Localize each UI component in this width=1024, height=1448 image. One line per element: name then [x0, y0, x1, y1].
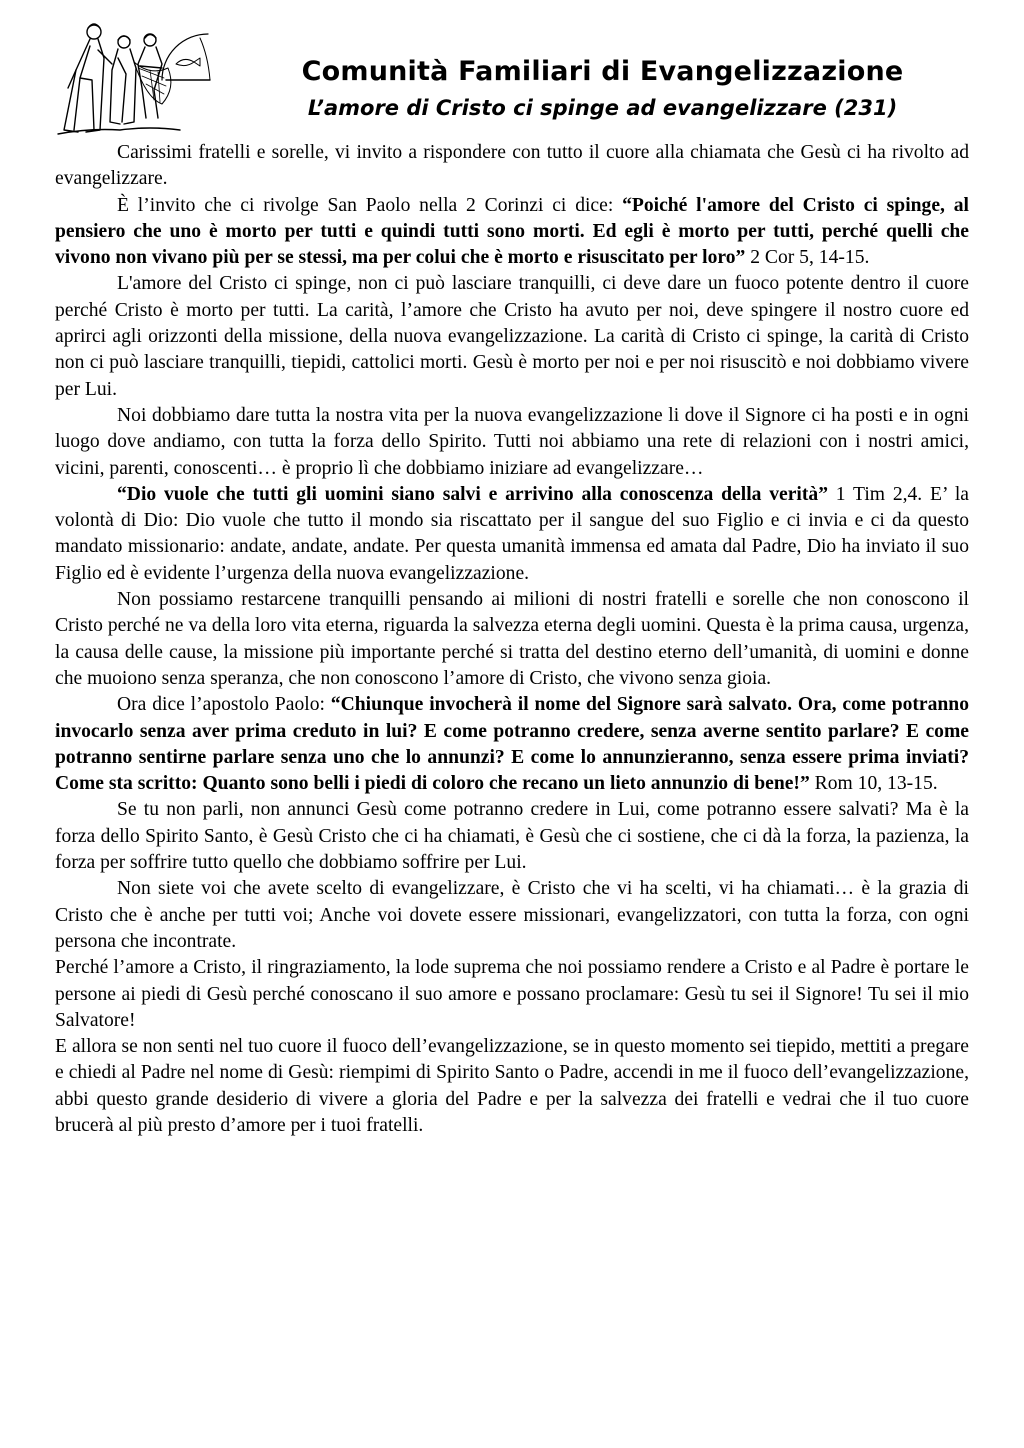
text-run: 1 Tim 2,4. E’ la volontà di Dio: Dio vuole che tutto il mondo sia riscattato per il sangue del suo Figlio e ci invia e ci da questo mandato missionario: andate, andate, andate. Per questa umanità immensa ed amata dal Padre, Dio ha inviato il suo Figlio ed è evidente l’urgenza della nuova evangelizzazione.	[55, 483, 969, 584]
quotation-bold: “Poiché l'amore del Cristo ci spinge, al pensiero che uno è morto per tutti e quindi tutti sono morti. Ed egli è morto per tutti, perché quelli che vivono non vivano più per se stessi, ma per colui che è morto e risuscitato per loro”	[55, 194, 969, 269]
paragraph	[55, 1034, 969, 1139]
fishermen-illustration	[50, 18, 222, 148]
text-run: Noi dobbiamo dare tutta la nostra vita per la nuova evangelizzazione li dove il Signore ci ha posti e in ogni luogo dove andiamo, con tutta la forza dello Spirito. Tutti noi abbiamo una rete di relazioni con i nostri amici, vicini, parenti, conoscenti… è proprio lì che dobbiamo iniziare ad evangelizzare…	[55, 404, 969, 479]
text-run: Non siete voi che avete scelto di evangelizzare, è Cristo che vi ha scelti, vi ha chiamati… è la grazia di Cristo che è anche per tutti voi; Anche voi dovete essere missionari, evangelizzatori, con tutta la forza, con ogni persona che incontrate.	[55, 878, 969, 952]
paragraph	[55, 955, 969, 1034]
paragraph	[55, 587, 969, 692]
text-run: E allora se non senti nel tuo cuore il fuoco dell’evangelizzazione, se in questo momento sei tiepido, mettiti a pregare e chiedi al Padre nel nome di Gesù: riempimi di Spirito Santo o Padre, accendi in me il fuoco dell’evangelizzazione, abbi questo grande desiderio di vivere a gloria del Padre e per la salvezza dei fratelli e vedrai che il tuo cuore brucerà al più presto d’amore per i tuoi fratelli.	[55, 1036, 969, 1136]
paragraph	[55, 482, 969, 587]
quotation-bold: “Dio vuole che tutti gli uomini siano salvi e arrivino alla conoscenza della verità”	[117, 483, 828, 505]
paragraph	[55, 271, 969, 402]
text-run: Non possiamo restarcene tranquilli pensando ai milioni di nostri fratelli e sorelle che non conoscono il Cristo perché ne va della loro vita eterna, riguarda la salvezza eterna degli uomini. Questa è la prima causa, urgenza, la causa delle cause, la missione più importante perché si tratta del destino eterno dell’umanità, di uomini e donne che muoiono senza speranza, che non conoscono l’amore di Cristo, che vivono senza gioia.	[55, 589, 969, 689]
text-run: L'amore del Cristo ci spinge, non ci può lasciare tranquilli, ci deve dare un fuoco potente dentro il cuore perché Cristo è morto per tutti. La carità, l’amore che Cristo ha avuto per noi, deve spingere il nostro cuore ed aprirci agli orizzonti della missione, della nuova evangelizzazione. La carità di Cristo ci spinge, la carità di Cristo non ci può lasciare tranquilli, tiepidi, cattolici morti. Gesù è morto per noi e per noi risuscitò e noi dobbiamo vivere per Lui.	[55, 273, 969, 400]
document-body	[55, 140, 969, 1139]
text-run: Se tu non parli, non annunci Gesù come potranno credere in Lui, come potranno essere salvati? Ma è la forza dello Spirito Santo, è Gesù Cristo che ci ha chiamati, è Gesù che ci sostiene, che ci dà la forza, la pazienza, la forza per soffrire tutto quello che dobbiamo soffrire per Lui.	[55, 799, 969, 874]
paragraph	[55, 140, 969, 193]
text-run: 2 Cor 5, 14-15.	[745, 247, 870, 269]
quotation-bold: “Chiunque invocherà il nome del Signore sarà salvato. Ora, come potranno invocarlo senza aver prima creduto in lui? E come potranno credere, senza averne sentito parlare? E come potranno sentirne parlare senza uno che lo annunzi? E come lo annunzieranno, senza essere prima inviati? Come sta scritto: Quanto sono belli i piedi di coloro che recano un lieto annunzio di bene!”	[55, 694, 969, 795]
paragraph	[55, 193, 969, 272]
paragraph	[55, 692, 969, 797]
text-run: È l’invito che ci rivolge San Paolo nella 2 Corinzi ci dice:	[117, 194, 623, 216]
document-title: Comunità Familiari di Evangelizzazione	[301, 56, 904, 87]
text-run: Rom 10, 13-15.	[809, 773, 938, 795]
text-run: Perché l’amore a Cristo, il ringraziamento, la lode suprema che noi possiamo rendere a Cristo e al Padre è portare le persone ai piedi di Gesù perché conoscano il suo amore e possano proclamare: Gesù tu sei il Signore! Tu sei il mio Salvatore!	[55, 957, 969, 1031]
paragraph	[55, 797, 969, 876]
text-run: Carissimi fratelli e sorelle, vi invito a rispondere con tutto il cuore alla chiamata che Gesù ci ha rivolto ad evangelizzare.	[55, 142, 969, 190]
text-run: Ora dice l’apostolo Paolo:	[117, 694, 331, 716]
document-subtitle: L’amore di Cristo ci spinge ad evangelizzare (231)	[307, 96, 898, 120]
paragraph	[55, 403, 969, 482]
paragraph	[55, 876, 969, 955]
document-header	[230, 52, 975, 124]
